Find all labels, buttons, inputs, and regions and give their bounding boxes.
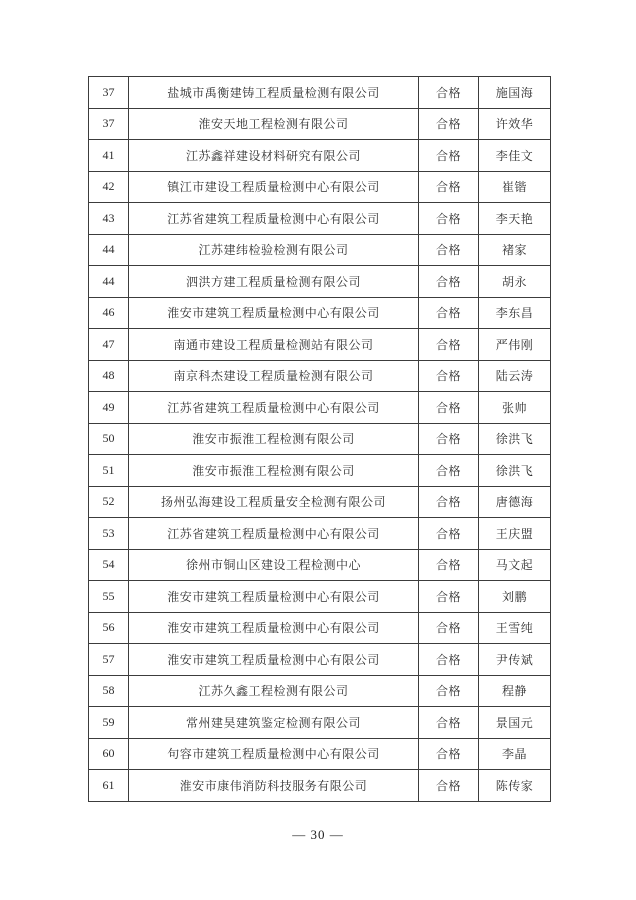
result-cell: 合格	[419, 392, 479, 424]
row-number-cell: 42	[89, 171, 129, 203]
result-cell: 合格	[419, 549, 479, 581]
table-row	[89, 140, 551, 172]
row-number-cell: 52	[89, 486, 129, 518]
company-name-cell: 泗洪方建工程质量检测有限公司	[129, 266, 419, 298]
table-row	[89, 297, 551, 329]
company-name-cell: 淮安市振淮工程检测有限公司	[129, 423, 419, 455]
company-name-cell: 江苏建纬检验检测有限公司	[129, 234, 419, 266]
row-number-cell: 41	[89, 140, 129, 172]
company-name-cell: 淮安市建筑工程质量检测中心有限公司	[129, 297, 419, 329]
person-name-cell: 崔锴	[479, 171, 551, 203]
company-name-cell: 徐州市铜山区建设工程检测中心	[129, 549, 419, 581]
person-name-cell: 徐洪飞	[479, 423, 551, 455]
table-row	[89, 360, 551, 392]
company-name-cell: 江苏省建筑工程质量检测中心有限公司	[129, 392, 419, 424]
table-row	[89, 644, 551, 676]
company-name-cell: 扬州弘海建设工程质量安全检测有限公司	[129, 486, 419, 518]
company-name-cell: 淮安市振淮工程检测有限公司	[129, 455, 419, 487]
row-number-cell: 49	[89, 392, 129, 424]
company-name-cell: 江苏省建筑工程质量检测中心有限公司	[129, 518, 419, 550]
person-name-cell: 张帅	[479, 392, 551, 424]
row-number-cell: 48	[89, 360, 129, 392]
result-cell: 合格	[419, 203, 479, 235]
person-name-cell: 唐德海	[479, 486, 551, 518]
person-name-cell: 胡永	[479, 266, 551, 298]
result-cell: 合格	[419, 455, 479, 487]
table-row	[89, 234, 551, 266]
company-name-cell: 江苏鑫祥建设材料研究有限公司	[129, 140, 419, 172]
result-cell: 合格	[419, 360, 479, 392]
person-name-cell: 刘鹏	[479, 581, 551, 613]
table-row	[89, 549, 551, 581]
result-cell: 合格	[419, 108, 479, 140]
company-name-cell: 盐城市禹衡建铸工程质量检测有限公司	[129, 77, 419, 109]
results-table-body	[89, 77, 551, 802]
company-name-cell: 南京科杰建设工程质量检测有限公司	[129, 360, 419, 392]
table-row	[89, 423, 551, 455]
person-name-cell: 李天艳	[479, 203, 551, 235]
table-row	[89, 266, 551, 298]
person-name-cell: 李佳文	[479, 140, 551, 172]
table-row	[89, 770, 551, 802]
person-name-cell: 李晶	[479, 738, 551, 770]
company-name-cell: 淮安天地工程检测有限公司	[129, 108, 419, 140]
table-row	[89, 329, 551, 361]
row-number-cell: 55	[89, 581, 129, 613]
table-row	[89, 738, 551, 770]
result-cell: 合格	[419, 518, 479, 550]
company-name-cell: 淮安市康伟消防科技服务有限公司	[129, 770, 419, 802]
row-number-cell: 54	[89, 549, 129, 581]
result-cell: 合格	[419, 675, 479, 707]
person-name-cell: 许效华	[479, 108, 551, 140]
row-number-cell: 43	[89, 203, 129, 235]
row-number-cell: 44	[89, 266, 129, 298]
person-name-cell: 王雪纯	[479, 612, 551, 644]
company-name-cell: 常州建昊建筑鉴定检测有限公司	[129, 707, 419, 739]
person-name-cell: 严伟刚	[479, 329, 551, 361]
results-table	[88, 76, 551, 802]
company-name-cell: 句容市建筑工程质量检测中心有限公司	[129, 738, 419, 770]
person-name-cell: 景国元	[479, 707, 551, 739]
person-name-cell: 尹传斌	[479, 644, 551, 676]
result-cell: 合格	[419, 486, 479, 518]
person-name-cell: 陆云涛	[479, 360, 551, 392]
result-cell: 合格	[419, 329, 479, 361]
row-number-cell: 53	[89, 518, 129, 550]
result-cell: 合格	[419, 707, 479, 739]
result-cell: 合格	[419, 770, 479, 802]
page-number: — 30 —	[292, 827, 344, 842]
result-cell: 合格	[419, 171, 479, 203]
result-cell: 合格	[419, 234, 479, 266]
table-row	[89, 707, 551, 739]
company-name-cell: 江苏久鑫工程检测有限公司	[129, 675, 419, 707]
row-number-cell: 58	[89, 675, 129, 707]
person-name-cell: 王庆盟	[479, 518, 551, 550]
person-name-cell: 李东昌	[479, 297, 551, 329]
result-cell: 合格	[419, 581, 479, 613]
row-number-cell: 37	[89, 77, 129, 109]
result-cell: 合格	[419, 297, 479, 329]
row-number-cell: 56	[89, 612, 129, 644]
company-name-cell: 淮安市建筑工程质量检测中心有限公司	[129, 581, 419, 613]
table-row	[89, 203, 551, 235]
table-row	[89, 455, 551, 487]
result-cell: 合格	[419, 423, 479, 455]
result-cell: 合格	[419, 266, 479, 298]
row-number-cell: 51	[89, 455, 129, 487]
person-name-cell: 马文起	[479, 549, 551, 581]
row-number-cell: 59	[89, 707, 129, 739]
row-number-cell: 57	[89, 644, 129, 676]
table-row	[89, 486, 551, 518]
person-name-cell: 徐洪飞	[479, 455, 551, 487]
result-cell: 合格	[419, 644, 479, 676]
result-cell: 合格	[419, 612, 479, 644]
table-row	[89, 171, 551, 203]
table-row	[89, 77, 551, 109]
row-number-cell: 50	[89, 423, 129, 455]
table-row	[89, 392, 551, 424]
company-name-cell: 镇江市建设工程质量检测中心有限公司	[129, 171, 419, 203]
result-cell: 合格	[419, 140, 479, 172]
table-row	[89, 675, 551, 707]
row-number-cell: 60	[89, 738, 129, 770]
table-row	[89, 518, 551, 550]
table-row	[89, 581, 551, 613]
person-name-cell: 陈传家	[479, 770, 551, 802]
company-name-cell: 淮安市建筑工程质量检测中心有限公司	[129, 612, 419, 644]
row-number-cell: 37	[89, 108, 129, 140]
person-name-cell: 施国海	[479, 77, 551, 109]
person-name-cell: 程静	[479, 675, 551, 707]
company-name-cell: 南通市建设工程质量检测站有限公司	[129, 329, 419, 361]
company-name-cell: 江苏省建筑工程质量检测中心有限公司	[129, 203, 419, 235]
row-number-cell: 46	[89, 297, 129, 329]
result-cell: 合格	[419, 738, 479, 770]
person-name-cell: 褚家	[479, 234, 551, 266]
result-cell: 合格	[419, 77, 479, 109]
row-number-cell: 61	[89, 770, 129, 802]
company-name-cell: 淮安市建筑工程质量检测中心有限公司	[129, 644, 419, 676]
row-number-cell: 47	[89, 329, 129, 361]
row-number-cell: 44	[89, 234, 129, 266]
table-row	[89, 108, 551, 140]
table-row	[89, 612, 551, 644]
